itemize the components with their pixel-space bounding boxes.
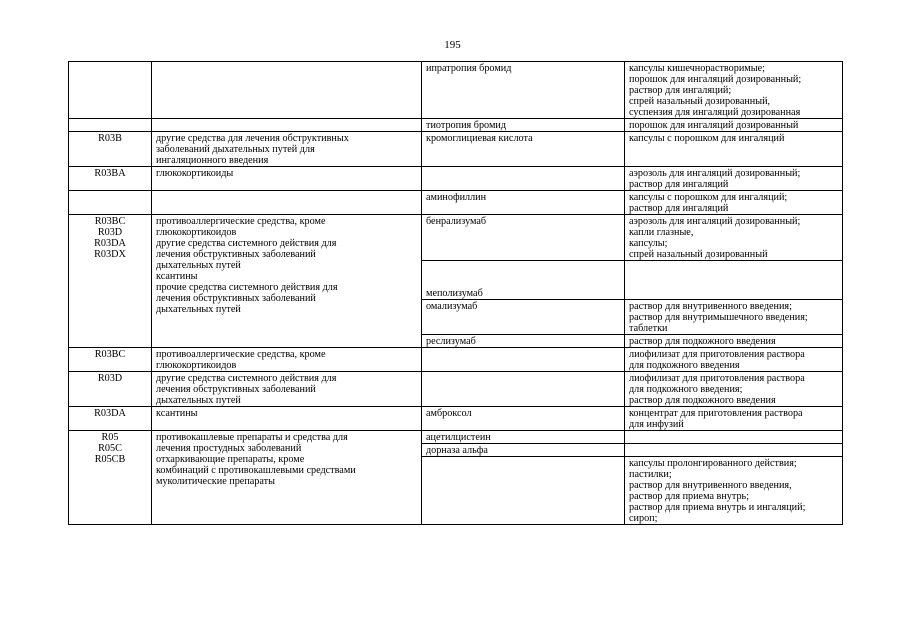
cell-line: отхаркивающие препараты, кроме: [156, 454, 305, 465]
drug-name-cell: [422, 191, 625, 215]
group-name-cell: [152, 119, 422, 132]
cell-line: лиофилизат для приготовления раствора: [629, 373, 805, 384]
cell-line: противокашлевые препараты и средства для: [156, 432, 348, 443]
cell-line: раствор для внутривенного введения,: [629, 480, 792, 491]
cell-line: меполизумаб: [426, 288, 483, 299]
cell-line: концентрат для приготовления раствора: [629, 408, 803, 419]
cell-line: лечения обструктивных заболеваний: [156, 249, 316, 260]
atc-code-cell: [69, 348, 152, 372]
cell-line: R05CB: [94, 454, 126, 465]
table-row: [69, 119, 843, 132]
cell-line: раствор для подкожного введения: [629, 336, 776, 347]
cell-line: ацетилцистеин: [426, 432, 491, 443]
cell-line: капсулы с порошком для ингаляций;: [629, 192, 788, 203]
atc-code-cell: [69, 372, 152, 407]
cell-line: ингаляционного введения: [156, 155, 269, 166]
cell-line: другие средства системного действия для: [156, 238, 337, 249]
cell-line: пастилки;: [629, 469, 672, 480]
table-row: [69, 372, 843, 407]
page-number: 195: [444, 39, 461, 51]
cell-line: капсулы кишечнорастворимые;: [629, 63, 765, 74]
cell-line: аэрозоль для ингаляций дозированный;: [629, 216, 801, 227]
cell-line: глюкокортикоиды: [156, 168, 234, 179]
table-row: [69, 407, 843, 431]
cell-line: раствор для подкожного введения: [629, 395, 776, 406]
cell-line: раствор для ингаляций: [629, 203, 729, 214]
dosage-forms-cell: [625, 444, 843, 457]
drug-name-cell: [422, 215, 625, 261]
cell-line: капсулы с порошком для ингаляций: [629, 133, 785, 144]
atc-code-cell: [69, 431, 152, 525]
drug-name-cell: [422, 444, 625, 457]
cell-line: R03D: [97, 373, 123, 384]
cell-line: порошок для ингаляций дозированный: [629, 120, 799, 131]
cell-line: капли глазные,: [629, 227, 694, 238]
cell-line: аминофиллин: [426, 192, 487, 203]
dosage-forms-cell: [625, 335, 843, 348]
cell-line: для подкожного введения;: [629, 384, 743, 395]
table-row: [69, 431, 843, 444]
drug-name-cell: [422, 348, 625, 372]
cell-line: сироп;: [629, 513, 658, 524]
cell-line: R03BC: [94, 349, 126, 360]
drug-name-cell: [422, 119, 625, 132]
dosage-forms-cell: [625, 407, 843, 431]
cell-line: для подкожного введения: [629, 360, 740, 371]
dosage-forms-cell: [625, 167, 843, 191]
cell-line: другие средства для лечения обструктивных: [156, 133, 349, 144]
dosage-forms-cell: [625, 261, 843, 300]
cell-line: тиотропия бромид: [426, 120, 507, 131]
cell-line: для инфузий: [629, 419, 684, 430]
cell-line: лечения обструктивных заболеваний: [156, 293, 316, 304]
cell-line: амброксол: [426, 408, 472, 419]
cell-line: спрей назальный дозированный: [629, 249, 768, 260]
dosage-forms-cell: [625, 431, 843, 444]
cell-line: противоаллергические средства, кроме: [156, 349, 326, 360]
group-name-cell: [152, 132, 422, 167]
drug-name-cell: [422, 335, 625, 348]
atc-code-cell: [69, 62, 152, 119]
cell-line: суспензия для ингаляций дозированная: [629, 107, 801, 118]
cell-line: R05: [101, 432, 119, 443]
table-row: [69, 191, 843, 215]
cell-line: раствор для приема внутрь;: [629, 491, 750, 502]
cell-line: раствор для ингаляций;: [629, 85, 732, 96]
cell-line: R03B: [98, 133, 122, 144]
cell-line: лиофилизат для приготовления раствора: [629, 349, 805, 360]
cell-line: дыхательных путей: [156, 304, 241, 315]
drug-name-cell: [422, 167, 625, 191]
dosage-forms-cell: [625, 215, 843, 261]
group-name-cell: [152, 167, 422, 191]
drug-name-cell: [422, 372, 625, 407]
dosage-forms-cell: [625, 457, 843, 525]
cell-line: таблетки: [629, 323, 668, 334]
cell-line: ксантины: [156, 408, 198, 419]
cell-line: R03D: [97, 227, 123, 238]
dosage-forms-cell: [625, 62, 843, 119]
cell-line: дыхательных путей: [156, 260, 241, 271]
cell-line: раствор для внутримышечного введения;: [629, 312, 808, 323]
cell-line: порошок для ингаляций дозированный;: [629, 74, 802, 85]
table-row: [69, 132, 843, 167]
atc-code-cell: [69, 119, 152, 132]
dosage-forms-cell: [625, 348, 843, 372]
atc-code-cell: [69, 407, 152, 431]
atc-code-cell: [69, 132, 152, 167]
atc-code-cell: [69, 191, 152, 215]
cell-line: омализумаб: [426, 301, 478, 312]
drug-name-cell: [422, 62, 625, 119]
cell-line: R03BC: [94, 216, 126, 227]
drug-name-cell: [422, 300, 625, 335]
group-name-cell: [152, 431, 422, 525]
group-name-cell: [152, 407, 422, 431]
dosage-forms-cell: [625, 191, 843, 215]
cell-line: капсулы пролонгированного действия;: [629, 458, 797, 469]
cell-line: лечения простудных заболеваний: [156, 443, 302, 454]
cell-line: R05C: [98, 443, 122, 454]
cell-line: аэрозоль для ингаляций дозированный;: [629, 168, 801, 179]
cell-line: ксантины: [156, 271, 198, 282]
cell-line: ипратропия бромид: [426, 63, 512, 74]
cell-line: глюкокортикоидов: [156, 360, 237, 371]
cell-line: дорназа альфа: [426, 445, 488, 456]
cell-line: R03DX: [94, 249, 126, 260]
cell-line: раствор для внутривенного введения;: [629, 301, 792, 312]
group-name-cell: [152, 215, 422, 348]
cell-line: заболеваний дыхательных путей для: [156, 144, 315, 155]
atc-code-cell: [69, 215, 152, 348]
cell-line: бенрализумаб: [426, 216, 487, 227]
dosage-forms-cell: [625, 132, 843, 167]
table-row: [69, 167, 843, 191]
cell-line: спрей назальный дозированный,: [629, 96, 771, 107]
dosage-forms-cell: [625, 119, 843, 132]
drug-table: [68, 61, 843, 525]
drug-name-cell: [422, 407, 625, 431]
cell-line: R03DA: [94, 408, 126, 419]
drug-name-cell: [422, 457, 625, 525]
cell-line: противоаллергические средства, кроме: [156, 216, 326, 227]
cell-line: комбинаций с противокашлевыми средствами: [156, 465, 356, 476]
group-name-cell: [152, 62, 422, 119]
cell-line: R03DA: [94, 238, 126, 249]
drug-name-cell: [422, 132, 625, 167]
atc-code-cell: [69, 167, 152, 191]
cell-line: реслизумаб: [426, 336, 476, 347]
dosage-forms-cell: [625, 372, 843, 407]
cell-line: другие средства системного действия для: [156, 373, 337, 384]
drug-name-cell: [422, 261, 625, 300]
group-name-cell: [152, 372, 422, 407]
group-name-cell: [152, 348, 422, 372]
cell-line: прочие средства системного действия для: [156, 282, 338, 293]
drug-name-cell: [422, 431, 625, 444]
table-row: [69, 215, 843, 261]
cell-line: лечения обструктивных заболеваний: [156, 384, 316, 395]
dosage-forms-cell: [625, 300, 843, 335]
cell-line: раствор для ингаляций: [629, 179, 729, 190]
table-row: [69, 62, 843, 119]
cell-line: раствор для приема внутрь и ингаляций;: [629, 502, 806, 513]
cell-line: дыхательных путей: [156, 395, 241, 406]
cell-line: глюкокортикоидов: [156, 227, 237, 238]
cell-line: капсулы;: [629, 238, 668, 249]
cell-line: кромоглициевая кислота: [426, 133, 533, 144]
cell-line: R03BA: [94, 168, 126, 179]
table-row: [69, 348, 843, 372]
cell-line: муколитические препараты: [156, 476, 275, 487]
group-name-cell: [152, 191, 422, 215]
